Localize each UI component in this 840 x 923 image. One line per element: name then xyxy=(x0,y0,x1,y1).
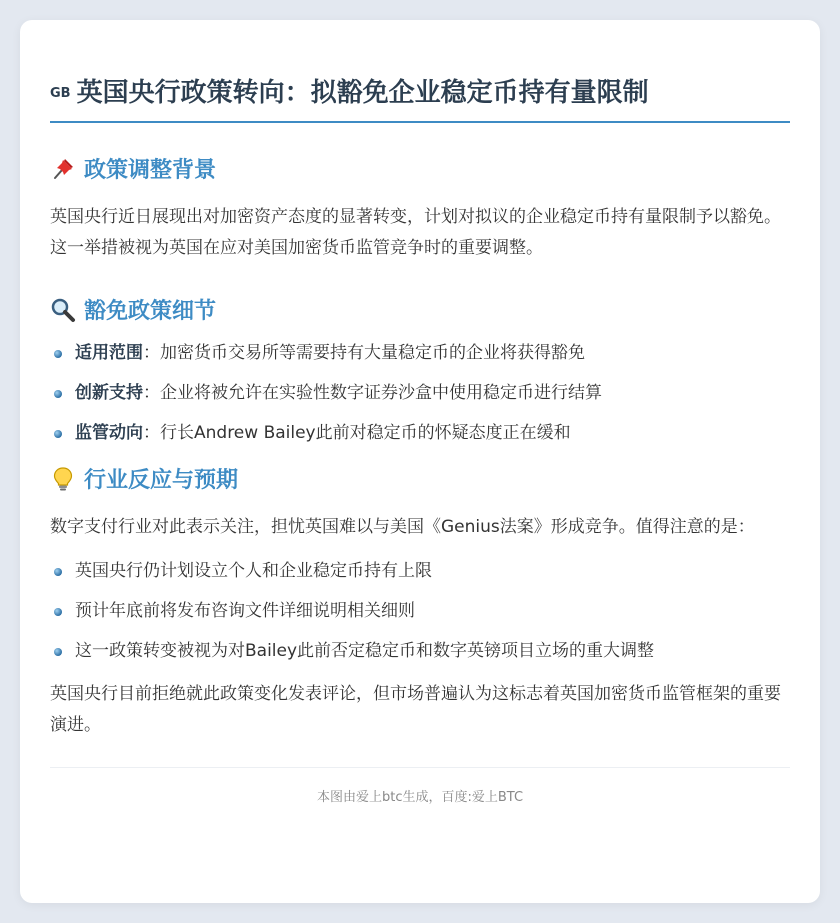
reaction-intro: 数字支付行业对此表示关注，担忧英国难以与美国《Genius法案》形成竞争。值得注意的是： xyxy=(50,517,755,537)
bullet-icon xyxy=(54,568,62,576)
bullet-icon xyxy=(54,608,62,616)
section-heading-text: 豁免政策细节 xyxy=(84,299,217,324)
reaction-list xyxy=(50,559,790,663)
list-item: 适用范围：加密货币交易所等需要持有大量稳定币的企业将获得豁免 xyxy=(50,341,790,365)
bullet-icon xyxy=(54,648,62,656)
lightbulb-icon xyxy=(50,466,76,492)
list-item: 监管动向：行长Andrew Bailey此前对稳定币的怀疑态度正在缓和 xyxy=(50,421,790,445)
bullet-icon xyxy=(54,390,62,398)
section-heading-background xyxy=(50,153,790,184)
footer-divider xyxy=(50,767,790,768)
closing-paragraph: 英国央行目前拒绝就此政策变化发表评论，但市场普遍认为这标志着英国加密货币监管框架的重要演进。 xyxy=(50,684,781,735)
background-paragraph: 英国央行近日展现出对加密资产态度的显著转变，计划对拟议的企业稳定币持有量限制予以豁免。这一举措被视为英国在应对美国加密货币监管竞争时的重要调整。 xyxy=(50,207,781,258)
list-item: 创新支持：企业将被允许在实验性数字证券沙盒中使用稳定币进行结算 xyxy=(50,381,790,405)
list-item: 这一政策转变被视为对Bailey此前否定稳定币和数字英镑项目立场的重大调整 xyxy=(50,639,790,663)
gb-flag-icon: GB xyxy=(50,86,71,101)
section-heading-text: 行业反应与预期 xyxy=(84,468,239,493)
details-list xyxy=(50,341,790,445)
bullet-icon xyxy=(54,350,62,358)
footer-text: 本图由爱上btc生成，百度:爱上BTC xyxy=(316,790,524,805)
page-title-text: 英国央行政策转向：拟豁免企业稳定币持有量限制 xyxy=(76,78,649,108)
page-title xyxy=(50,72,790,123)
magnifier-icon xyxy=(50,297,76,323)
list-item: 英国央行仍计划设立个人和企业稳定币持有上限 xyxy=(50,559,790,583)
section-heading-text: 政策调整背景 xyxy=(84,158,217,183)
pushpin-icon xyxy=(50,156,76,182)
section-heading-details xyxy=(50,294,790,325)
article-card xyxy=(20,20,820,903)
list-item: 预计年底前将发布咨询文件详细说明相关细则 xyxy=(50,599,790,623)
bullet-icon xyxy=(54,430,62,438)
section-heading-reaction xyxy=(50,463,790,494)
